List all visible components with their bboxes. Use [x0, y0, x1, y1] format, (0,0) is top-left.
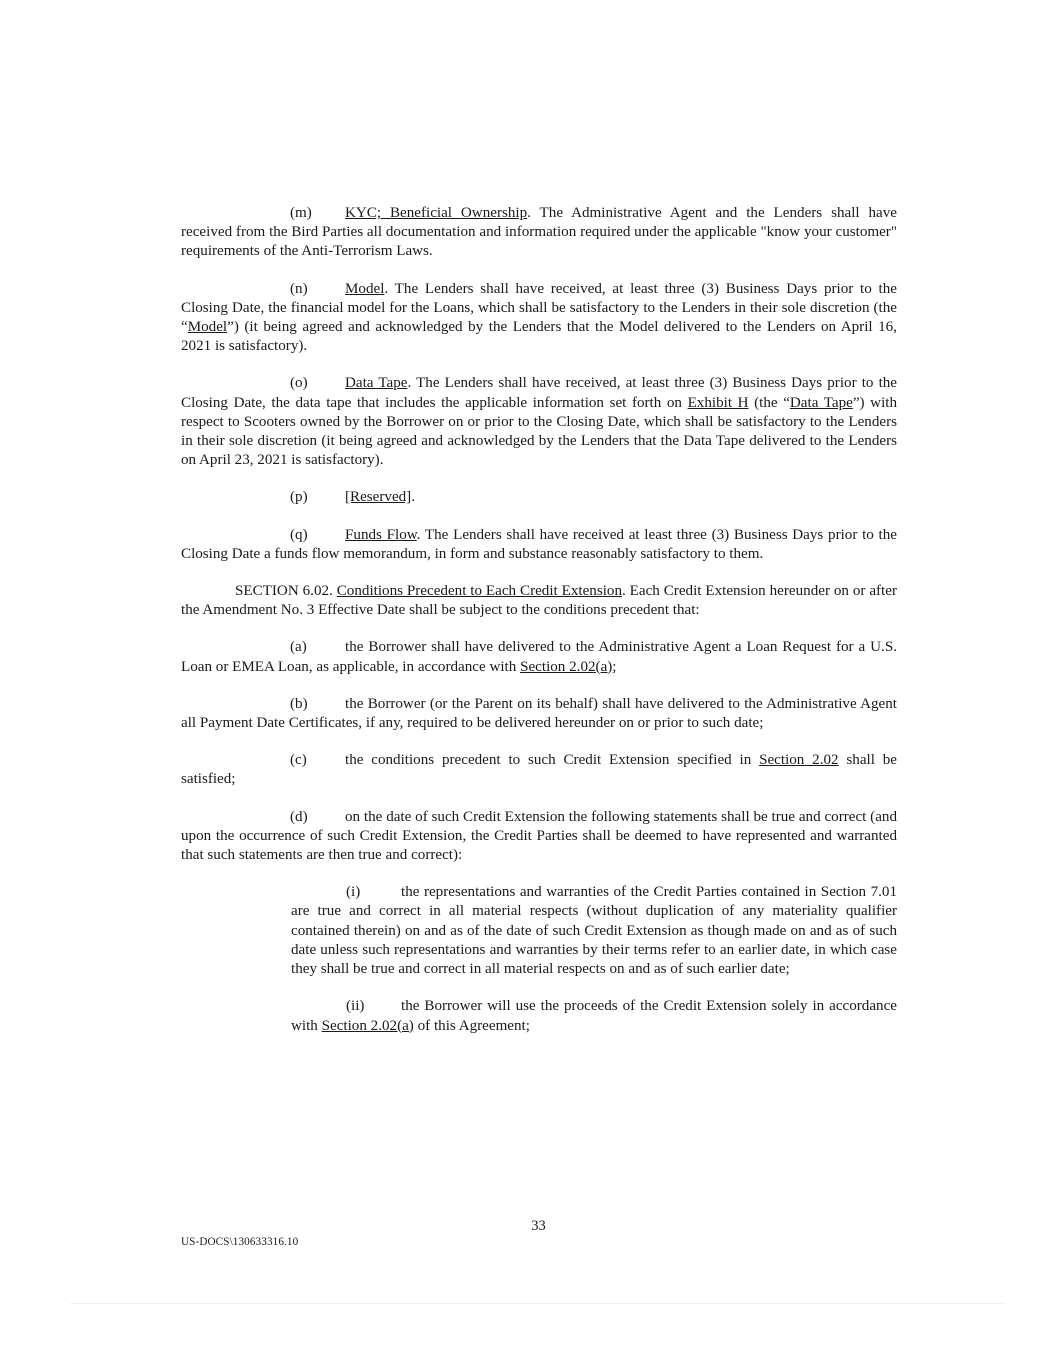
paragraph-n — [181, 280, 897, 357]
condition-text: of this Agreement; — [413, 1017, 530, 1034]
condition-label: (c) — [290, 752, 307, 769]
section-reference: Section 2.02 — [759, 752, 839, 769]
condition-c — [181, 751, 897, 789]
condition-text: ; — [612, 658, 617, 675]
condition-text: the Borrower shall have delivered to the Administrative Agent a Loan Request for a U.S. Loan or EMEA Loan, as applicable, in accordance with — [181, 639, 897, 675]
condition-text: the representations and warranties of the Credit Parties contained in Section 7.01 are true and correct in all material respects (without duplication of any materiality qualifier contained therein) on and as of the date of such Credit Extension as though made on and as of such date unless such representations and warranties by their terms refer to an earlier date, in which case they shall be true and correct in all material respects on and as of such earlier date; — [291, 884, 897, 978]
paragraph-text: (the “ — [748, 394, 790, 411]
paragraph-text: . The Lenders shall have received, at least three (3) Business Days prior to the Closing Date, the data tape that includes the applicable information set forth on — [181, 375, 898, 411]
paragraph-label: (m) — [290, 205, 312, 221]
paragraph-text: . The Lenders shall have received, at least three (3) Business Days prior to the Closing Date, the financial model for the Loans, which shall be satisfactory to the Lenders in their sole discretion (the “ — [181, 280, 897, 336]
paragraph-text: ”) (it being agreed and acknowledged by the Lenders that the Model delivered to the Lenders on April 16, 2021 is satisfactory). — [181, 319, 897, 355]
paragraph-m — [181, 204, 897, 262]
section-text: . Each Credit Extension hereunder on or after the Amendment No. 3 Effective Date shall be subject to the conditions precedent that: — [181, 583, 897, 619]
condition-label: (i) — [346, 884, 361, 901]
paragraph-text: . The Lenders shall have received at least three (3) Business Days prior to the Closing Date a funds flow memorandum, in form and substance reasonably satisfactory to them. — [181, 526, 897, 562]
defined-term: Data Tape — [789, 394, 853, 411]
condition-a — [181, 638, 897, 676]
condition-d-i — [291, 883, 897, 979]
section-number: SECTION 6.02. — [235, 583, 333, 600]
paragraph-heading: KYC; Beneficial Ownership — [345, 205, 528, 221]
document-page — [181, 204, 897, 1054]
condition-text: shall be satisfied; — [181, 752, 897, 788]
condition-d-ii — [291, 997, 897, 1035]
paragraph-q — [181, 526, 897, 564]
page-number: 33 — [531, 1218, 546, 1234]
paragraph-label: (p) — [290, 489, 308, 506]
condition-label: (d) — [290, 808, 308, 825]
condition-d — [181, 808, 897, 866]
exhibit-reference: Exhibit H — [687, 394, 749, 411]
condition-text: the conditions precedent to such Credit Extension specified in — [345, 752, 760, 769]
paragraph-heading: Data Tape — [345, 375, 408, 392]
page-divider — [70, 1303, 1005, 1304]
paragraph-text: ”) with respect to Scooters owned by the Borrower on or prior to the Closing Date, which shall be satisfactory to the Lenders in their sole discretion (it being agreed and acknowledged by the Lenders that the Data Tape delivered to the Lenders on April 23, 2021 is satisfactory). — [181, 394, 898, 469]
condition-label: (b) — [290, 695, 308, 712]
paragraph-text: . The Administrative Agent and the Lenders shall have received from the Bird Parties all documentation and information required under the applicable "know your customer" requirements of the Anti-Terrorism Laws. — [181, 205, 897, 260]
condition-label: (a) — [290, 639, 307, 656]
paragraph-label: (q) — [290, 526, 308, 543]
paragraph-text: . — [411, 489, 415, 506]
condition-b — [181, 695, 897, 733]
defined-term: Model — [187, 319, 228, 336]
paragraph-heading: [Reserved] — [345, 489, 412, 506]
paragraph-label: (o) — [290, 375, 308, 392]
section-6-02 — [181, 582, 897, 620]
condition-text: the Borrower will use the proceeds of the Credit Extension solely in accordance with — [291, 998, 897, 1034]
paragraph-heading: Model — [345, 280, 385, 297]
section-reference: Section 2.02(a) — [321, 1017, 414, 1034]
paragraph-label: (n) — [290, 280, 308, 297]
section-reference: Section 2.02(a) — [520, 658, 613, 675]
paragraph-o — [181, 374, 897, 470]
paragraph-p — [181, 488, 897, 507]
section-heading: Conditions Precedent to Each Credit Extension — [336, 583, 622, 600]
document-id: US-DOCS\130633316.10 — [181, 1236, 299, 1248]
condition-label: (ii) — [346, 998, 365, 1015]
condition-text: the Borrower (or the Parent on its behalf) shall have delivered to the Administrative Agent all Payment Date Certificates, if any, required to be delivered hereunder on or prior to such date; — [181, 695, 897, 732]
condition-text: on the date of such Credit Extension the following statements shall be true and correct (and upon the occurrence of such Credit Extension, the Credit Parties shall be deemed to have represented and warranted that such statements are then true and correct): — [181, 808, 897, 864]
paragraph-heading: Funds Flow — [345, 526, 417, 543]
